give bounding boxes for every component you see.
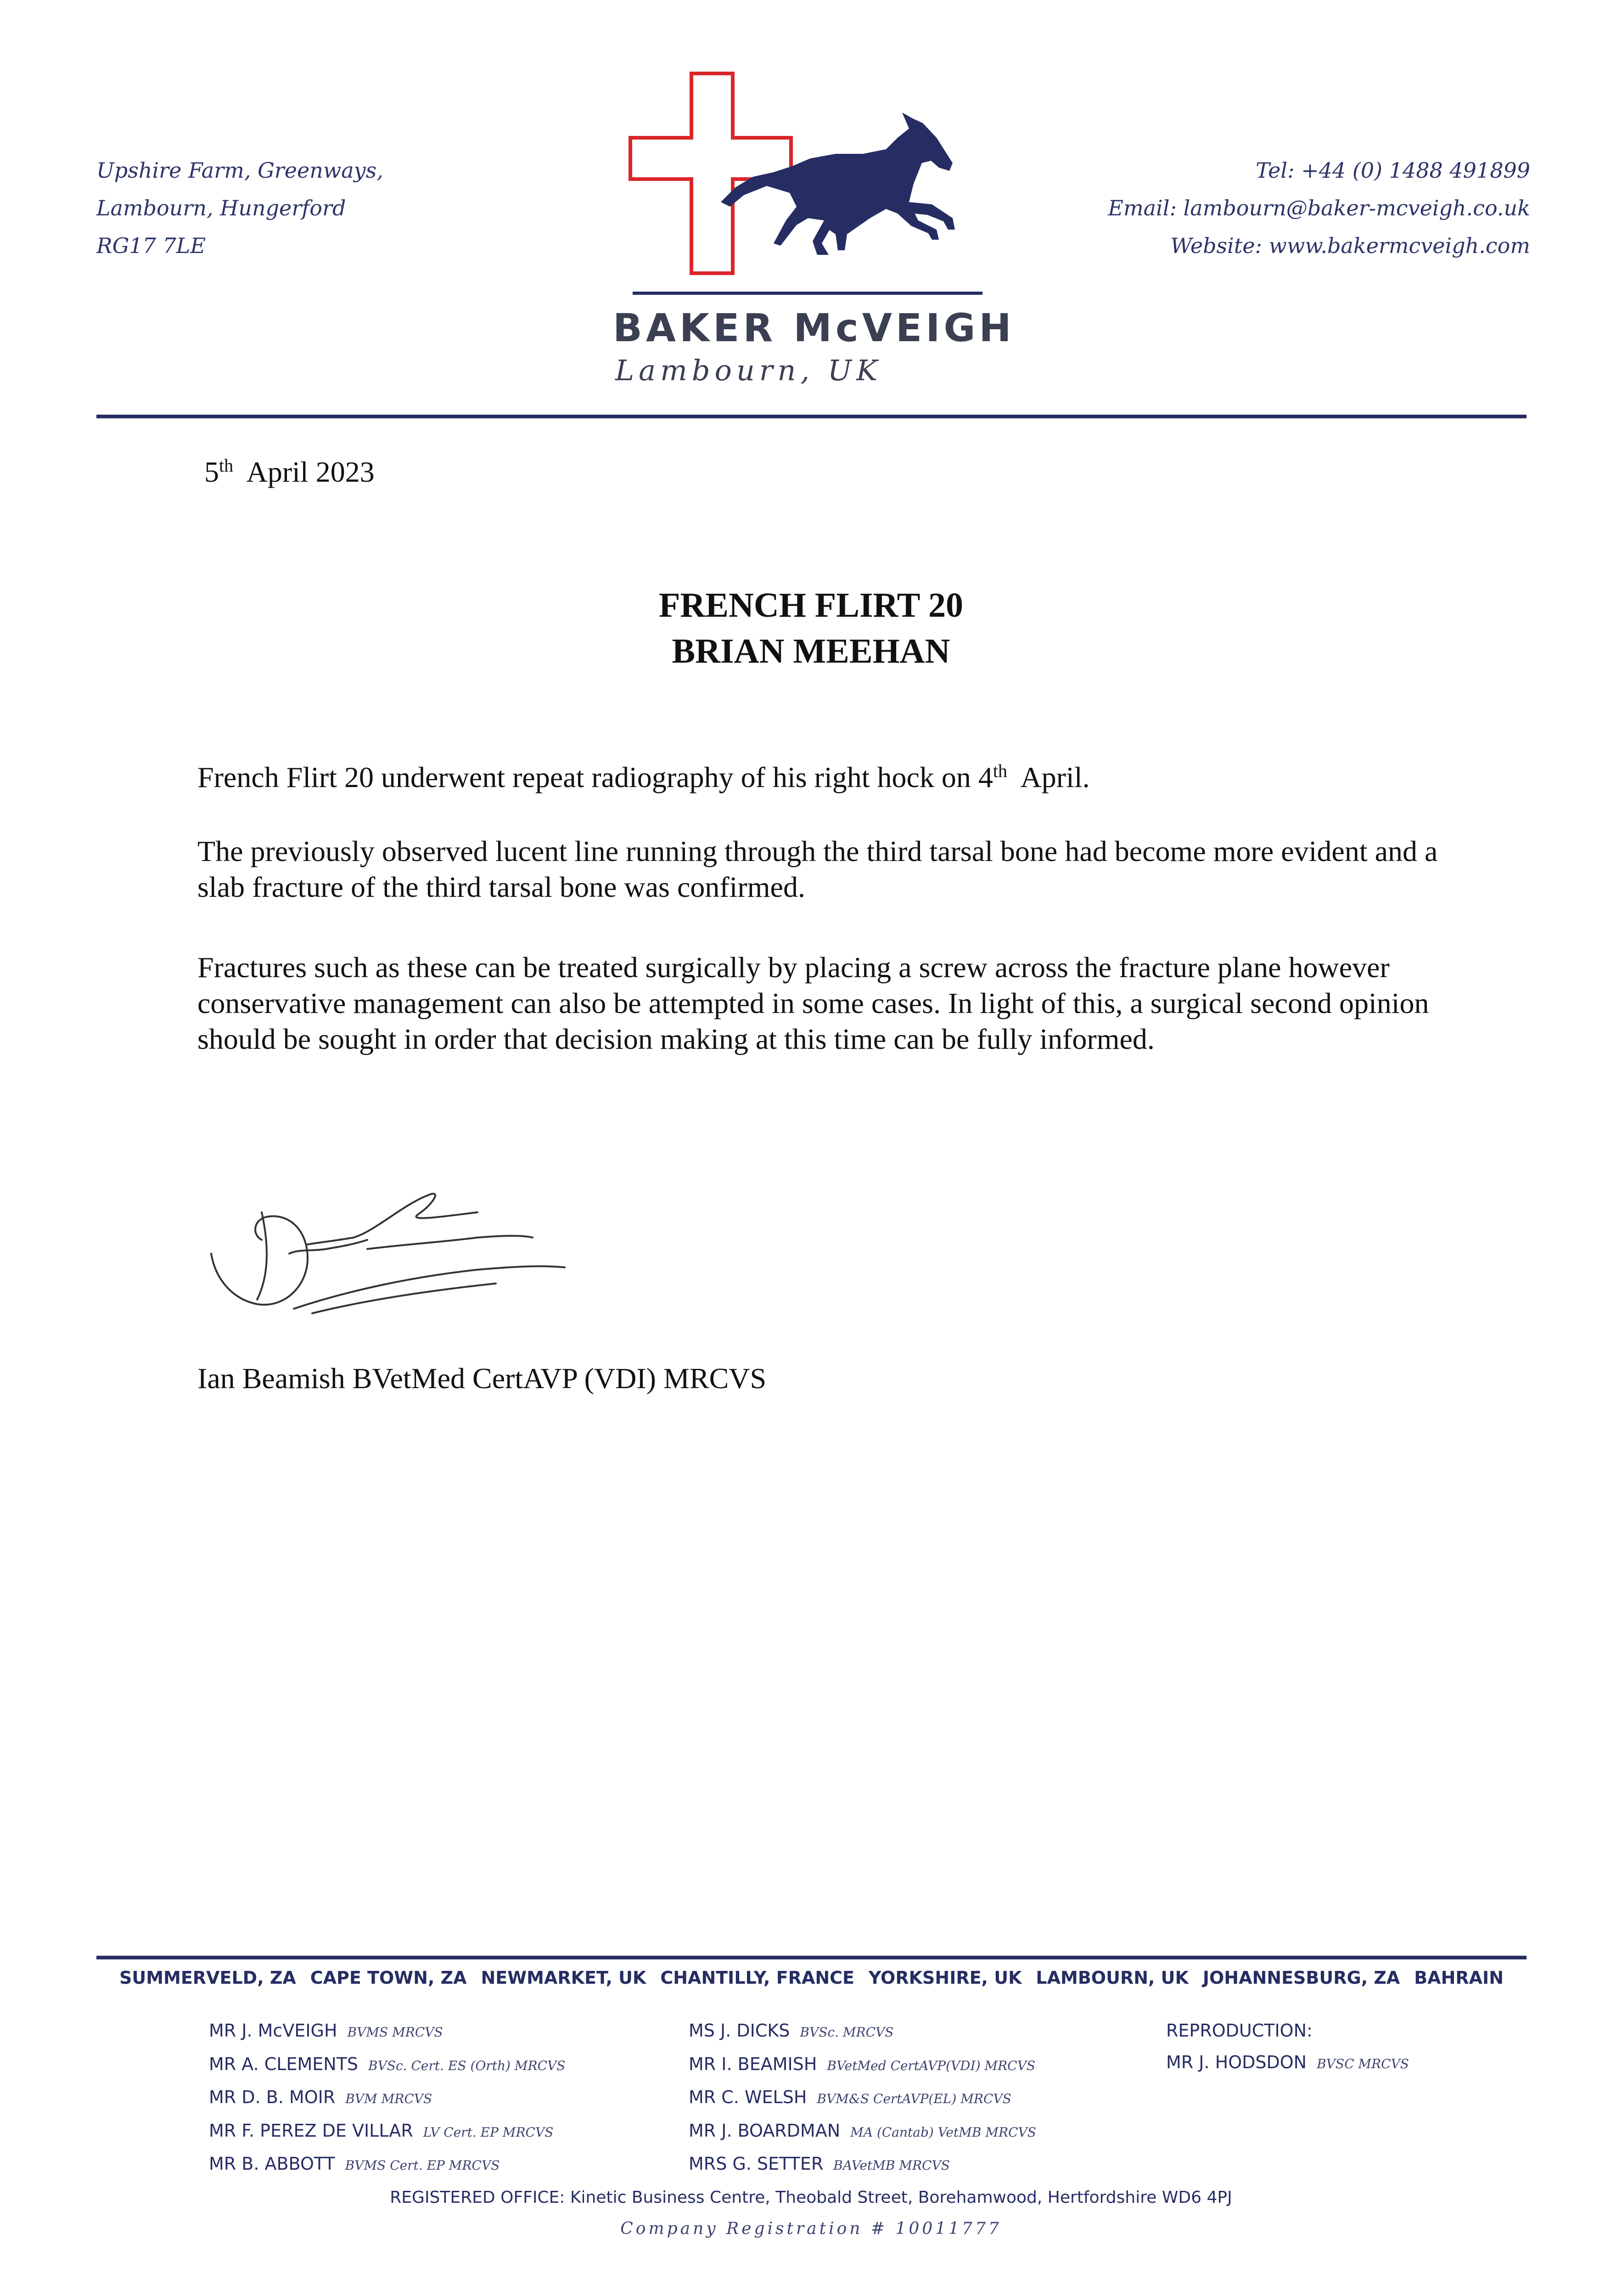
location-item: CHANTILLY, FRANCE (660, 1968, 854, 1988)
staff-row (209, 2048, 565, 2082)
staff-name: MR D. B. MOIR (209, 2087, 336, 2107)
staff-quals: MA (Cantab) VetMB MRCVS (850, 2124, 1036, 2140)
staff-quals: BVMS MRCVS (347, 2025, 443, 2040)
date-day: 5 (204, 456, 219, 488)
paragraph-3: Fractures such as these can be treated surgically by placing a screw across the fracture plane however conservative management can also be attempted in some cases. In light of this, a surgical second opinion should be sought in order that decision making at this time can be fully informed. (197, 951, 1429, 1055)
date-month-year: April 2023 (246, 456, 375, 488)
location-item: BAHRAIN (1414, 1968, 1504, 1988)
staff-quals: BVetMed CertAVP(VDI) MRCVS (827, 2058, 1036, 2073)
paragraph-1-end: April. (1020, 761, 1090, 793)
letter-date (204, 455, 375, 489)
signatory-name: Ian Beamish BVetMed CertAVP (VDI) MRCVS (197, 1362, 767, 1395)
staff-row (209, 2082, 565, 2115)
staff-row (209, 2015, 565, 2048)
staff-quals: BVM&S CertAVP(EL) MRCVS (817, 2091, 1011, 2106)
staff-quals: LV Cert. EP MRCVS (423, 2124, 554, 2140)
title-horse: FRENCH FLIRT 20 (658, 586, 964, 625)
staff-name: MR I. BEAMISH (689, 2054, 817, 2074)
staff-row (1166, 2047, 1409, 2080)
location-item: YORKSHIRE, UK (868, 1968, 1022, 1988)
contact-website[interactable]: Website: www.bakermcveigh.com (1170, 233, 1530, 258)
staff-name: MR F. PEREZ DE VILLAR (209, 2120, 413, 2141)
staff-column-1 (209, 2015, 565, 2182)
contact-phone: Tel: +44 (0) 1488 491899 (1256, 158, 1530, 183)
staff-name: MRS G. SETTER (689, 2154, 824, 2174)
staff-quals: BAVetMB MRCVS (833, 2158, 950, 2173)
address-line-3: RG17 7LE (96, 233, 206, 258)
staff-quals: BVM MRCVS (345, 2091, 432, 2106)
staff-name: MR C. WELSH (689, 2087, 807, 2107)
location-item: JOHANNESBURG, ZA (1202, 1968, 1400, 1988)
date-suffix: th (219, 455, 234, 476)
staff-name: MR J. HODSDON (1166, 2052, 1307, 2072)
staff-quals: BVSC MRCVS (1317, 2056, 1409, 2071)
address-line-2: Lambourn, Hungerford (96, 196, 346, 220)
staff-name: MR A. CLEMENTS (209, 2054, 359, 2074)
staff-column-3 (1166, 2015, 1409, 2080)
staff-quals: BVSc. MRCVS (800, 2025, 894, 2040)
locations-bar (96, 1968, 1527, 1988)
paragraph-1 (197, 753, 1446, 795)
address-line-1: Upshire Farm, Greenways, (96, 158, 383, 183)
location-item: LAMBOURN, UK (1036, 1968, 1189, 1988)
brand-name: BAKER McVEIGH (613, 305, 1015, 350)
staff-name: MS J. DICKS (689, 2020, 790, 2041)
handwritten-signature (202, 1162, 597, 1336)
company-registration: Company Registration # 10011777 (620, 2219, 1002, 2238)
staff-column-2 (689, 2015, 1036, 2182)
address-block (96, 152, 556, 264)
staff-quals: BVMS Cert. EP MRCVS (345, 2158, 500, 2173)
staff-row (689, 2048, 1036, 2082)
paragraph-1-sup: th (993, 760, 1008, 781)
registered-office: REGISTERED OFFICE: Kinetic Business Centre, Theobald Street, Borehamwood, Hertfordshire WD6 4PJ (390, 2188, 1232, 2207)
reproduction-heading: REPRODUCTION: (1166, 2020, 1313, 2041)
contact-block (933, 152, 1530, 264)
staff-row (209, 2148, 565, 2182)
staff-row (689, 2015, 1036, 2048)
paragraph-1-text: French Flirt 20 underwent repeat radiography of his right hock on 4 (197, 761, 993, 793)
staff-name: MR J. McVEIGH (209, 2020, 337, 2041)
staff-row (209, 2115, 565, 2149)
letter-title (0, 582, 1622, 674)
brand-location: Lambourn, UK (615, 354, 882, 387)
title-trainer: BRIAN MEEHAN (672, 632, 950, 670)
staff-quals: BVSc. Cert. ES (Orth) MRCVS (368, 2058, 566, 2073)
paragraph-2: The previously observed lucent line running through the third tarsal bone had become more evident and a slab fracture of the third tarsal bone was confirmed. (197, 835, 1438, 903)
footer-divider (96, 1956, 1527, 1959)
staff-name: MR J. BOARDMAN (689, 2120, 841, 2141)
logo-horse-cross-icon (615, 69, 982, 312)
location-item: CAPE TOWN, ZA (310, 1968, 467, 1988)
staff-row (689, 2115, 1036, 2149)
location-item: NEWMARKET, UK (481, 1968, 646, 1988)
location-item: SUMMERVELD, ZA (119, 1968, 296, 1988)
staff-name: MR B. ABBOTT (209, 2154, 335, 2174)
header-divider (96, 415, 1527, 418)
staff-row (689, 2148, 1036, 2182)
contact-email[interactable]: Email: lambourn@baker-mcveigh.co.uk (1108, 196, 1530, 220)
staff-row (689, 2082, 1036, 2115)
